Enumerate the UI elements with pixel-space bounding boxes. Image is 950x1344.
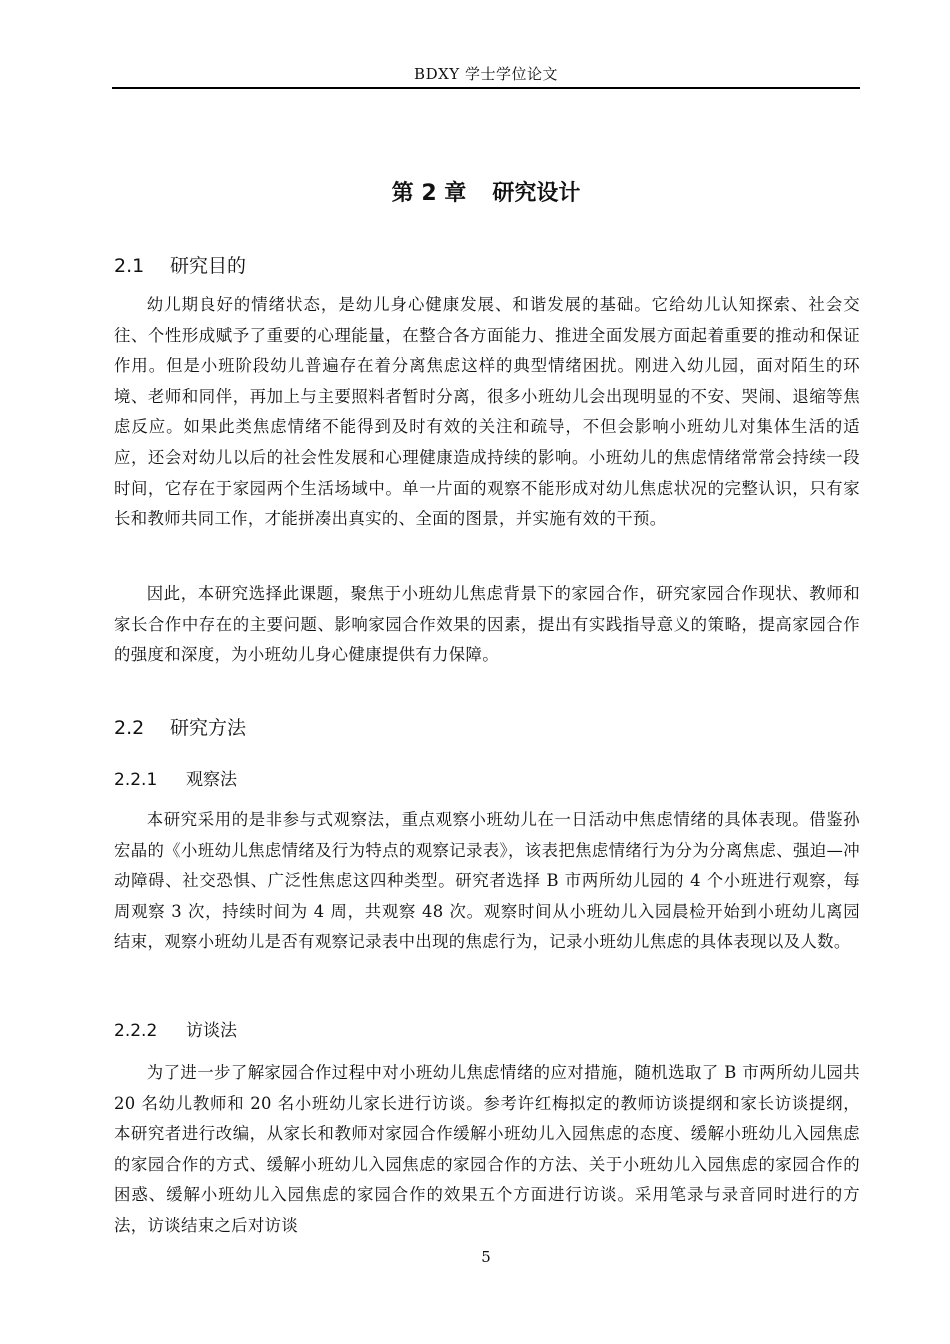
paragraph-interview: 为了进一步了解家园合作过程中对小班幼儿焦虑情绪的应对措施，随机选取了 B 市两所幼儿园共 20 名幼儿教师和 20 名小班幼儿家长进行访谈。参考许红梅拟定的教师访谈提纲和家长访谈提纲，本研究者进行改编，从家长和教师对家园合作缓解小班幼儿入园焦虑的态度、缓解小班幼儿入园焦虑的家园合作的方式、缓解小班幼儿入园焦虑的家园合作的方法、关于小班幼儿入园焦虑的家园合作的困惑、缓解小班幼儿入园焦虑的家园合作的效果五个方面进行访谈。采用笔录与录音同时进行的方法，访谈结束之后对访谈 (114, 1063, 860, 1235)
subsection-number: 2.2.2 (114, 1021, 158, 1041)
subsection-title: 访谈法 (186, 1021, 237, 1041)
paragraph-purpose-2: 因此，本研究选择此课题，聚焦于小班幼儿焦虑背景下的家园合作，研究家园合作现状、教师和家长合作中存在的主要问题、影响家园合作效果的因素，提出有实践指导意义的策略，提高家园合作的强度和深度，为小班幼儿身心健康提供有力保障。 (114, 584, 860, 665)
section-number: 2.2 (114, 717, 145, 739)
chapter-title (112, 176, 860, 212)
chapter-number: 第 2 章 (391, 181, 467, 206)
subsection-title: 观察法 (186, 770, 237, 790)
section-2-2-heading (114, 713, 246, 743)
subsection-2-2-1-heading (114, 766, 237, 794)
paragraph-purpose-1: 幼儿期良好的情绪状态，是幼儿身心健康发展、和谐发展的基础。它给幼儿认知探索、社会交往、个性形成赋予了重要的心理能量，在整合各方面能力、推进全面发展方面起着重要的推动和保证作用。但是小班阶段幼儿普遍存在着分离焦虑这样的典型情绪困扰。刚进入幼儿园，面对陌生的环境、老师和同伴，再加上与主要照料者暂时分离，很多小班幼儿会出现明显的不安、哭闹、退缩等焦虑反应。如果此类焦虑情绪不能得到及时有效的关注和疏导，不但会影响小班幼儿对集体生活的适应，还会对幼儿以后的社会性发展和心理健康造成持续的影响。小班幼儿的焦虑情绪常常会持续一段时间，它存在于家园两个生活场域中。单一片面的观察不能形成对幼儿焦虑状况的完整认识，只有家长和教师共同工作，才能拼凑出真实的、全面的图景，并实施有效的干预。 (114, 295, 860, 529)
page-number: 5 (481, 1248, 491, 1266)
section-title: 研究方法 (170, 717, 247, 739)
header-rule (112, 87, 860, 89)
section-number: 2.1 (114, 255, 145, 277)
subsection-number: 2.2.1 (114, 770, 158, 790)
running-header: BDXY 学士学位论文 (414, 65, 558, 83)
subsection-2-2-2-heading (114, 1017, 237, 1045)
section-title: 研究目的 (170, 255, 247, 277)
chapter-name: 研究设计 (492, 181, 581, 206)
paragraph-observation: 本研究采用的是非参与式观察法，重点观察小班幼儿在一日活动中焦虑情绪的具体表现。借鉴孙宏晶的《小班幼儿焦虑情绪及行为特点的观察记录表》，该表把焦虑情绪行为分为分离焦虑、强迫—冲动障碍、社交恐惧、广泛性焦虑这四种类型。研究者选择 B 市两所幼儿园的 4 个小班进行观察，每周观察 3 次，持续时间为 4 周，共观察 48 次。观察时间从小班幼儿入园晨检开始到小班幼儿离园结束，观察小班幼儿是否有观察记录表中出现的焦虑行为，记录小班幼儿焦虑的具体表现以及人数。 (114, 810, 860, 952)
section-2-1-heading (114, 251, 246, 281)
